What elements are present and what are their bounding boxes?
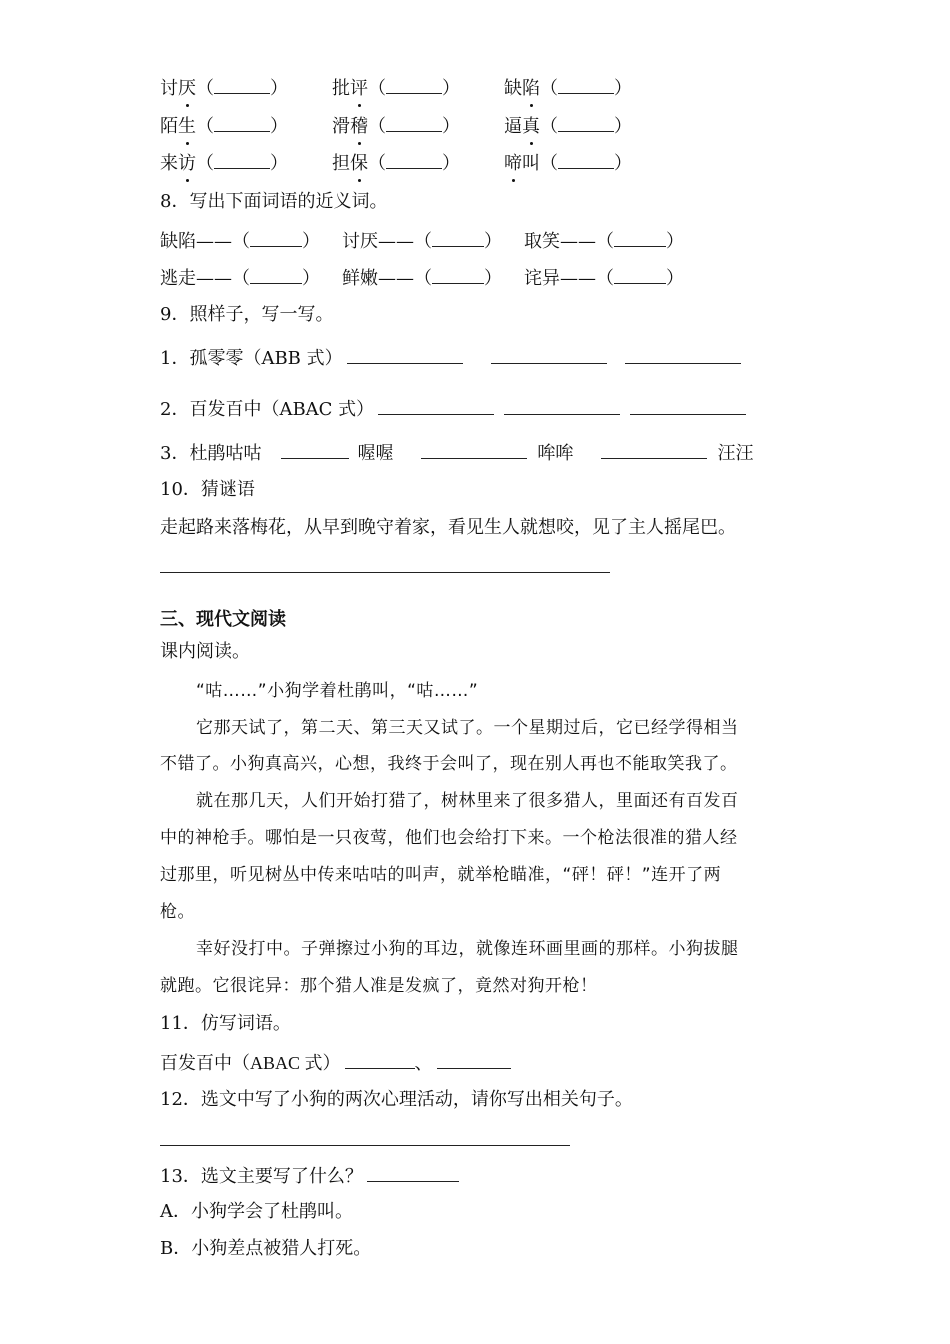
q7-item: 担保（ ）	[332, 150, 460, 176]
passage-line: 过那里，听见树丛中传来咕咕的叫声，就举枪瞄准，“砰！砰！”连开了两	[160, 865, 722, 885]
synonym-item: 诧异——（ ）	[524, 265, 684, 291]
answer-blank[interactable]	[214, 113, 270, 132]
dotted-char: 厌	[178, 78, 196, 99]
answer-blank[interactable]	[281, 440, 349, 459]
answer-line[interactable]	[160, 1145, 570, 1146]
answer-blank[interactable]	[421, 440, 527, 459]
answer-blank[interactable]	[558, 75, 614, 94]
passage-line: 幸好没打中。子弹擦过小狗的耳边，就像连环画里画的那样。小狗拔腿	[196, 939, 739, 959]
answer-blank[interactable]	[491, 345, 607, 364]
q7-item: 缺陷（ ）	[504, 75, 632, 101]
answer-line[interactable]	[160, 572, 610, 573]
dotted-char: 评	[350, 78, 368, 99]
q9-item-3: 3．杜鹃咕咕 喔喔 哞哞 汪汪	[160, 440, 753, 466]
q7-item: 啼叫（ ）	[504, 150, 632, 176]
answer-blank[interactable]	[367, 1163, 459, 1182]
q11-line: 百发百中（ABAC 式） 、	[160, 1050, 511, 1076]
answer-blank[interactable]	[386, 113, 442, 132]
answer-blank[interactable]	[601, 440, 707, 459]
passage-line: 它那天试了，第二天、第三天又试了。一个星期过后，它已经学得相当	[196, 718, 739, 738]
answer-blank[interactable]	[386, 75, 442, 94]
q7-item: 讨厌（ ）	[160, 75, 288, 101]
dotted-char: 保	[350, 153, 368, 174]
section-sub: 课内阅读。	[160, 641, 250, 662]
q7-item: 批评（ ）	[332, 75, 460, 101]
answer-blank[interactable]	[630, 396, 746, 415]
answer-blank[interactable]	[347, 345, 463, 364]
answer-blank[interactable]	[625, 345, 741, 364]
answer-blank[interactable]	[432, 265, 484, 284]
answer-blank[interactable]	[614, 265, 666, 284]
dotted-char: 稽	[350, 116, 368, 137]
dotted-char: 陷	[522, 78, 540, 99]
answer-blank[interactable]	[250, 228, 302, 247]
q8-title: 8．写出下面词语的近义词。	[160, 191, 388, 212]
passage-line: “咕……”小狗学着杜鹃叫，“咕……”	[196, 681, 479, 701]
answer-blank[interactable]	[345, 1050, 415, 1069]
q10-riddle: 走起路来落梅花，从早到晚守着家，看见生人就想咬，见了主人摇尾巴。	[160, 517, 736, 538]
answer-blank[interactable]	[504, 396, 620, 415]
q11-title: 11．仿写词语。	[160, 1013, 291, 1034]
answer-blank[interactable]	[214, 75, 270, 94]
q9-item-1: 1．孤零零（ABB 式）	[160, 345, 741, 371]
passage-line: 不错了。小狗真高兴，心想，我终于会叫了，现在别人再也不能取笑我了。	[160, 754, 738, 774]
answer-blank[interactable]	[558, 150, 614, 169]
answer-blank[interactable]	[432, 228, 484, 247]
synonym-item: 鲜嫩——（ ）	[342, 265, 502, 291]
passage-line: 中的神枪手。哪怕是一只夜莺，他们也会给打下来。一个枪法很准的猎人经	[160, 828, 738, 848]
dotted-char: 真	[522, 116, 540, 137]
q7-item: 逼真（ ）	[504, 113, 632, 139]
dotted-char: 访	[178, 153, 196, 174]
answer-blank[interactable]	[250, 265, 302, 284]
q10-title: 10．猜谜语	[160, 479, 255, 500]
q7-item: 滑稽（ ）	[332, 113, 460, 139]
q12-title: 12．选文中写了小狗的两次心理活动，请你写出相关句子。	[160, 1089, 633, 1110]
dotted-char: 生	[178, 116, 196, 137]
answer-blank[interactable]	[386, 150, 442, 169]
section-heading: 三、现代文阅读	[160, 609, 286, 630]
q9-title: 9．照样子，写一写。	[160, 304, 334, 325]
passage-line: 就在那几天，人们开始打猎了，树林里来了很多猎人，里面还有百发百	[196, 791, 739, 811]
passage-line: 枪。	[160, 902, 195, 922]
option-b[interactable]: B．小狗差点被猎人打死。	[160, 1238, 372, 1259]
passage-line: 就跑。它很诧异：那个猎人准是发疯了，竟然对狗开枪！	[160, 976, 598, 996]
synonym-item: 逃走——（ ）	[160, 265, 320, 291]
answer-blank[interactable]	[214, 150, 270, 169]
synonym-item: 取笑——（ ）	[524, 228, 684, 254]
synonym-item: 讨厌——（ ）	[342, 228, 502, 254]
answer-blank[interactable]	[558, 113, 614, 132]
answer-blank[interactable]	[614, 228, 666, 247]
q13-title: 13．选文主要写了什么？	[160, 1163, 459, 1189]
synonym-item: 缺陷——（ ）	[160, 228, 320, 254]
answer-blank[interactable]	[378, 396, 494, 415]
q9-item-2: 2．百发百中（ABAC 式）	[160, 396, 746, 422]
q7-item: 陌生（ ）	[160, 113, 288, 139]
q7-item: 来访（ ）	[160, 150, 288, 176]
dotted-char: 啼	[504, 153, 522, 174]
answer-blank[interactable]	[437, 1050, 511, 1069]
option-a[interactable]: A．小狗学会了杜鹃叫。	[160, 1201, 353, 1222]
